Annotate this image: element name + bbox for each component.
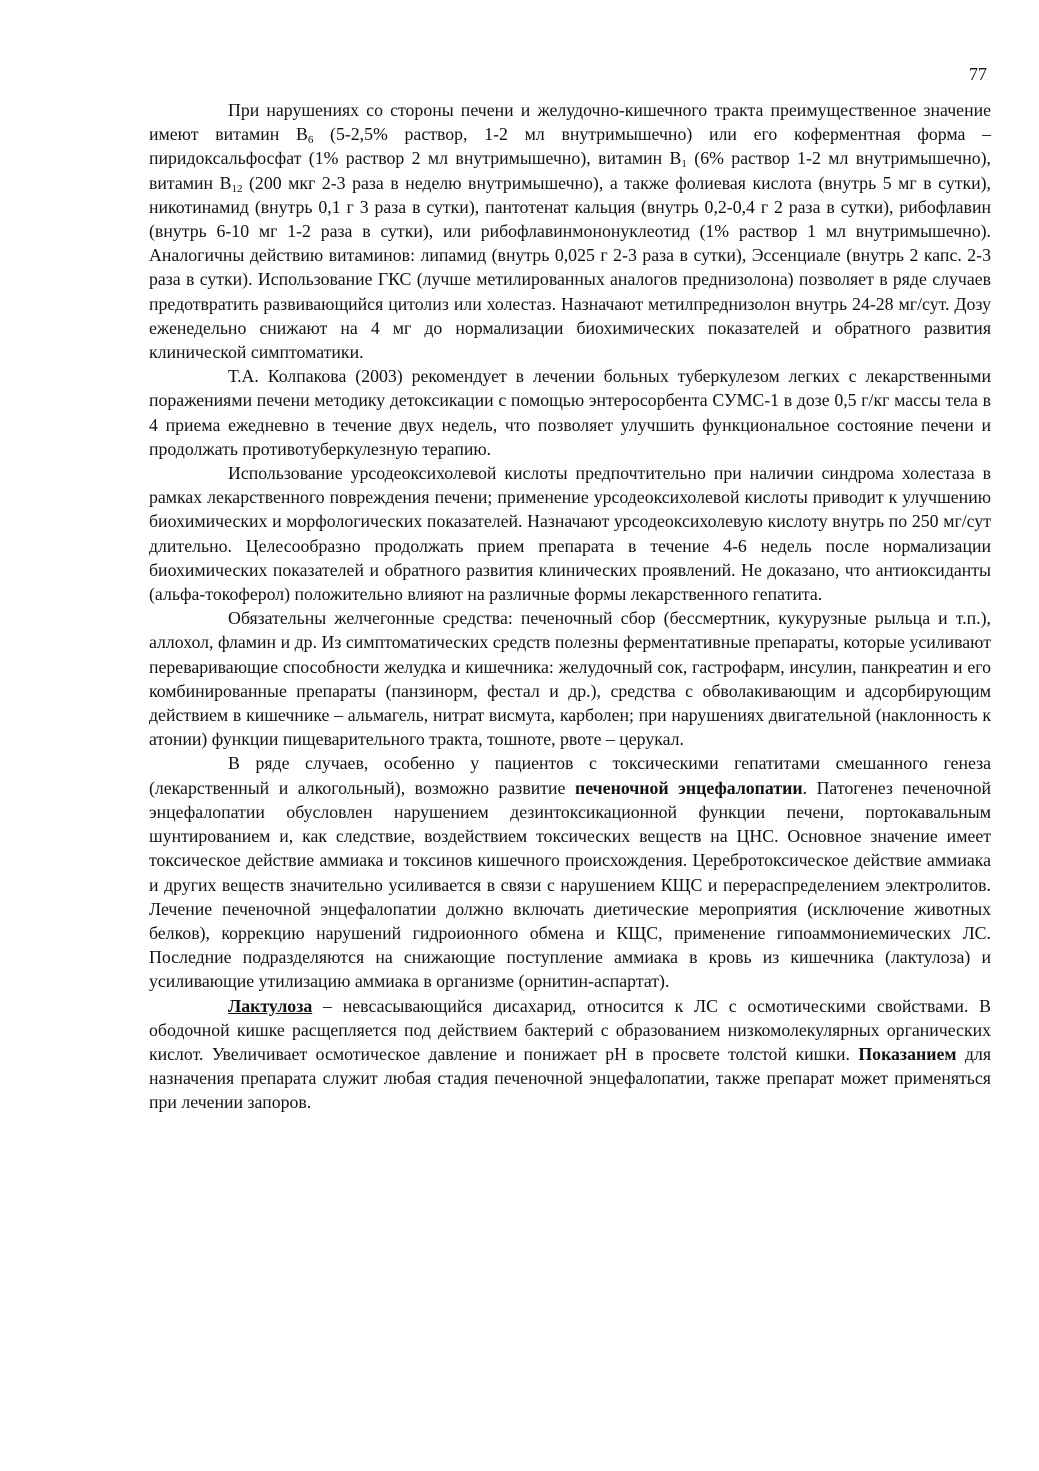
- paragraph-lactulose: [149, 994, 991, 1115]
- text-run: (200 мкг 2-3 раза в неделю внутримышечно), а также фолиевая кислота (внутрь 5 мг в сутки), никотинамид (внутрь 0,1 г 3 раза в сутки), пантотенат кальция (внутрь 0,2-0,4 г 2 раза в сутки), рибофлавин (внутрь 6-10 мг 1-2 раза в сутки), или рибофлавинмононуклеотид (1% раствор 1 мл внутримышечно). Аналогичны действию витаминов: липамид (внутрь 0,025 г 2-3 раза в сутки), Эссенциале (внутрь 2 капс. 2-3 раза в сутки). Использование ГКС (лучше метилированных аналогов преднизолона) позволяет в ряде случаев предотвратить развивающийся цитолиз или холестаз. Назначают метилпреднизолон внутрь 24-28 мг/сут. Дозу еженедельно снижают на 4 мг до нормализации биохимических показателей и обратного развития клинической симптоматики.: [149, 172, 991, 363]
- text-run: В ряде случаев, особенно у пациентов с токсическими гепатитами смешанного генеза (лекарственный и алкогольный), возможно развитие: [149, 753, 991, 798]
- paragraph-vitamins: [149, 98, 991, 364]
- paragraph-encephalopathy: [149, 751, 991, 993]
- page-number: 77: [969, 64, 987, 84]
- bold-term: Показанием: [858, 1043, 957, 1064]
- body-text: [149, 98, 991, 1115]
- paragraph-kolpakova: Т.А. Колпакова (2003) рекомендует в лечении больных туберкулезом легких с лекарственными поражениями печени методику детоксикации с помощью энтеросорбента СУМС-1 в дозе 0,5 г/кг массы тела в 4 приема ежедневно в течение двух недель, что позволяет улучшить функциональное состояние печени и продолжать противотуберкулезную терапию.: [149, 366, 991, 459]
- paragraph-ursodeoxycholic: Использование урсодеоксихолевой кислоты предпочтительно при наличии синдрома холестаза в рамках лекарственного повреждения печени; применение урсодеоксихолевой кислоты приводит к улучшению биохимических и морфологических показателей. Назначают урсодеоксихолевую кислоту внутрь по 250 мг/сут длительно. Целесообразно продолжать прием препарата в течение 4-6 недель после нормализации биохимических показателей и обратного развития клинических проявлений. Не доказано, что антиоксиданты (альфа-токоферол) положительно влияют на различные формы лекарственного гепатита.: [149, 463, 991, 605]
- text-run: для назначения препарата служит любая стадия печеночной энцефалопатии, также препарат может применяться при лечении запоров.: [149, 1043, 991, 1113]
- subscript: 12: [231, 182, 243, 195]
- text-run: – невсасывающийся дисахарид, относится к ЛС с осмотическими свойствами. В ободочной кишке расщепляется под действием бактерий с образованием низкомолекулярных органических кислот. Увеличивает осмотическое давление и понижает pH в просвете толстой кишки.: [149, 995, 991, 1064]
- bold-term-underlined: Лактулоза: [228, 995, 313, 1016]
- subscript: 1: [681, 158, 687, 171]
- bold-term: печеночной энцефалопатии: [574, 777, 803, 798]
- subscript: 6: [307, 134, 314, 147]
- text-run: (5-2,5% раствор, 1-2 мл внутримышечно) или его коферментная форма – пиридоксальфосфат (1% раствор 2 мл внутримышечно), витамин В: [149, 124, 991, 169]
- text-run: (6% раствор 1-2 мл внутримышечно), витамин В: [149, 148, 991, 193]
- text-run: . Патогенез печеночной энцефалопатии обусловлен нарушением дезинтоксикационной функции печени, портокавальным шунтированием и, как следствие, воздействием токсических веществ на ЦНС. Основное значение имеет токсическое действие аммиака и токсинов кишечного происхождения. Церебротоксическое действие аммиака и других веществ значительно усиливается в связи с нарушением КЩС и перераспределением электролитов. Лечение печеночной энцефалопатии должно включать диетические мероприятия (исключение животных белков), коррекцию нарушений гидроионного обмена и КЩС, применение гипоаммониемических ЛС. Последние подразделяются на снижающие поступление аммиака в кровь из кишечника (лактулоза) и усиливающие утилизацию аммиака в организме (орнитин-аспартат).: [149, 777, 992, 992]
- text-run: При нарушениях со стороны печени и желудочно-кишечного тракта преимущественное значение имеют витамин В: [149, 100, 991, 145]
- paragraph-choleretics: Обязательны желчегонные средства: печеночный сбор (бессмертник, кукурузные рыльца и т.п.), аллохол, фламин и др. Из симптоматических средств полезны ферментативные препараты, которые усиливают переваривающие способности желудка и кишечника: желудочный сок, гастрофарм, инсулин, панкреатин и его комбинированные препараты (панзинорм, фестал и др.), средства с обволакивающим и адсорбирующим действием в кишечнике – альмагель, нитрат висмута, карболен; при нарушениях двигательной (наклонность к атонии) функции пищеварительного тракта, тошноте, рвоте – церукал.: [149, 608, 991, 750]
